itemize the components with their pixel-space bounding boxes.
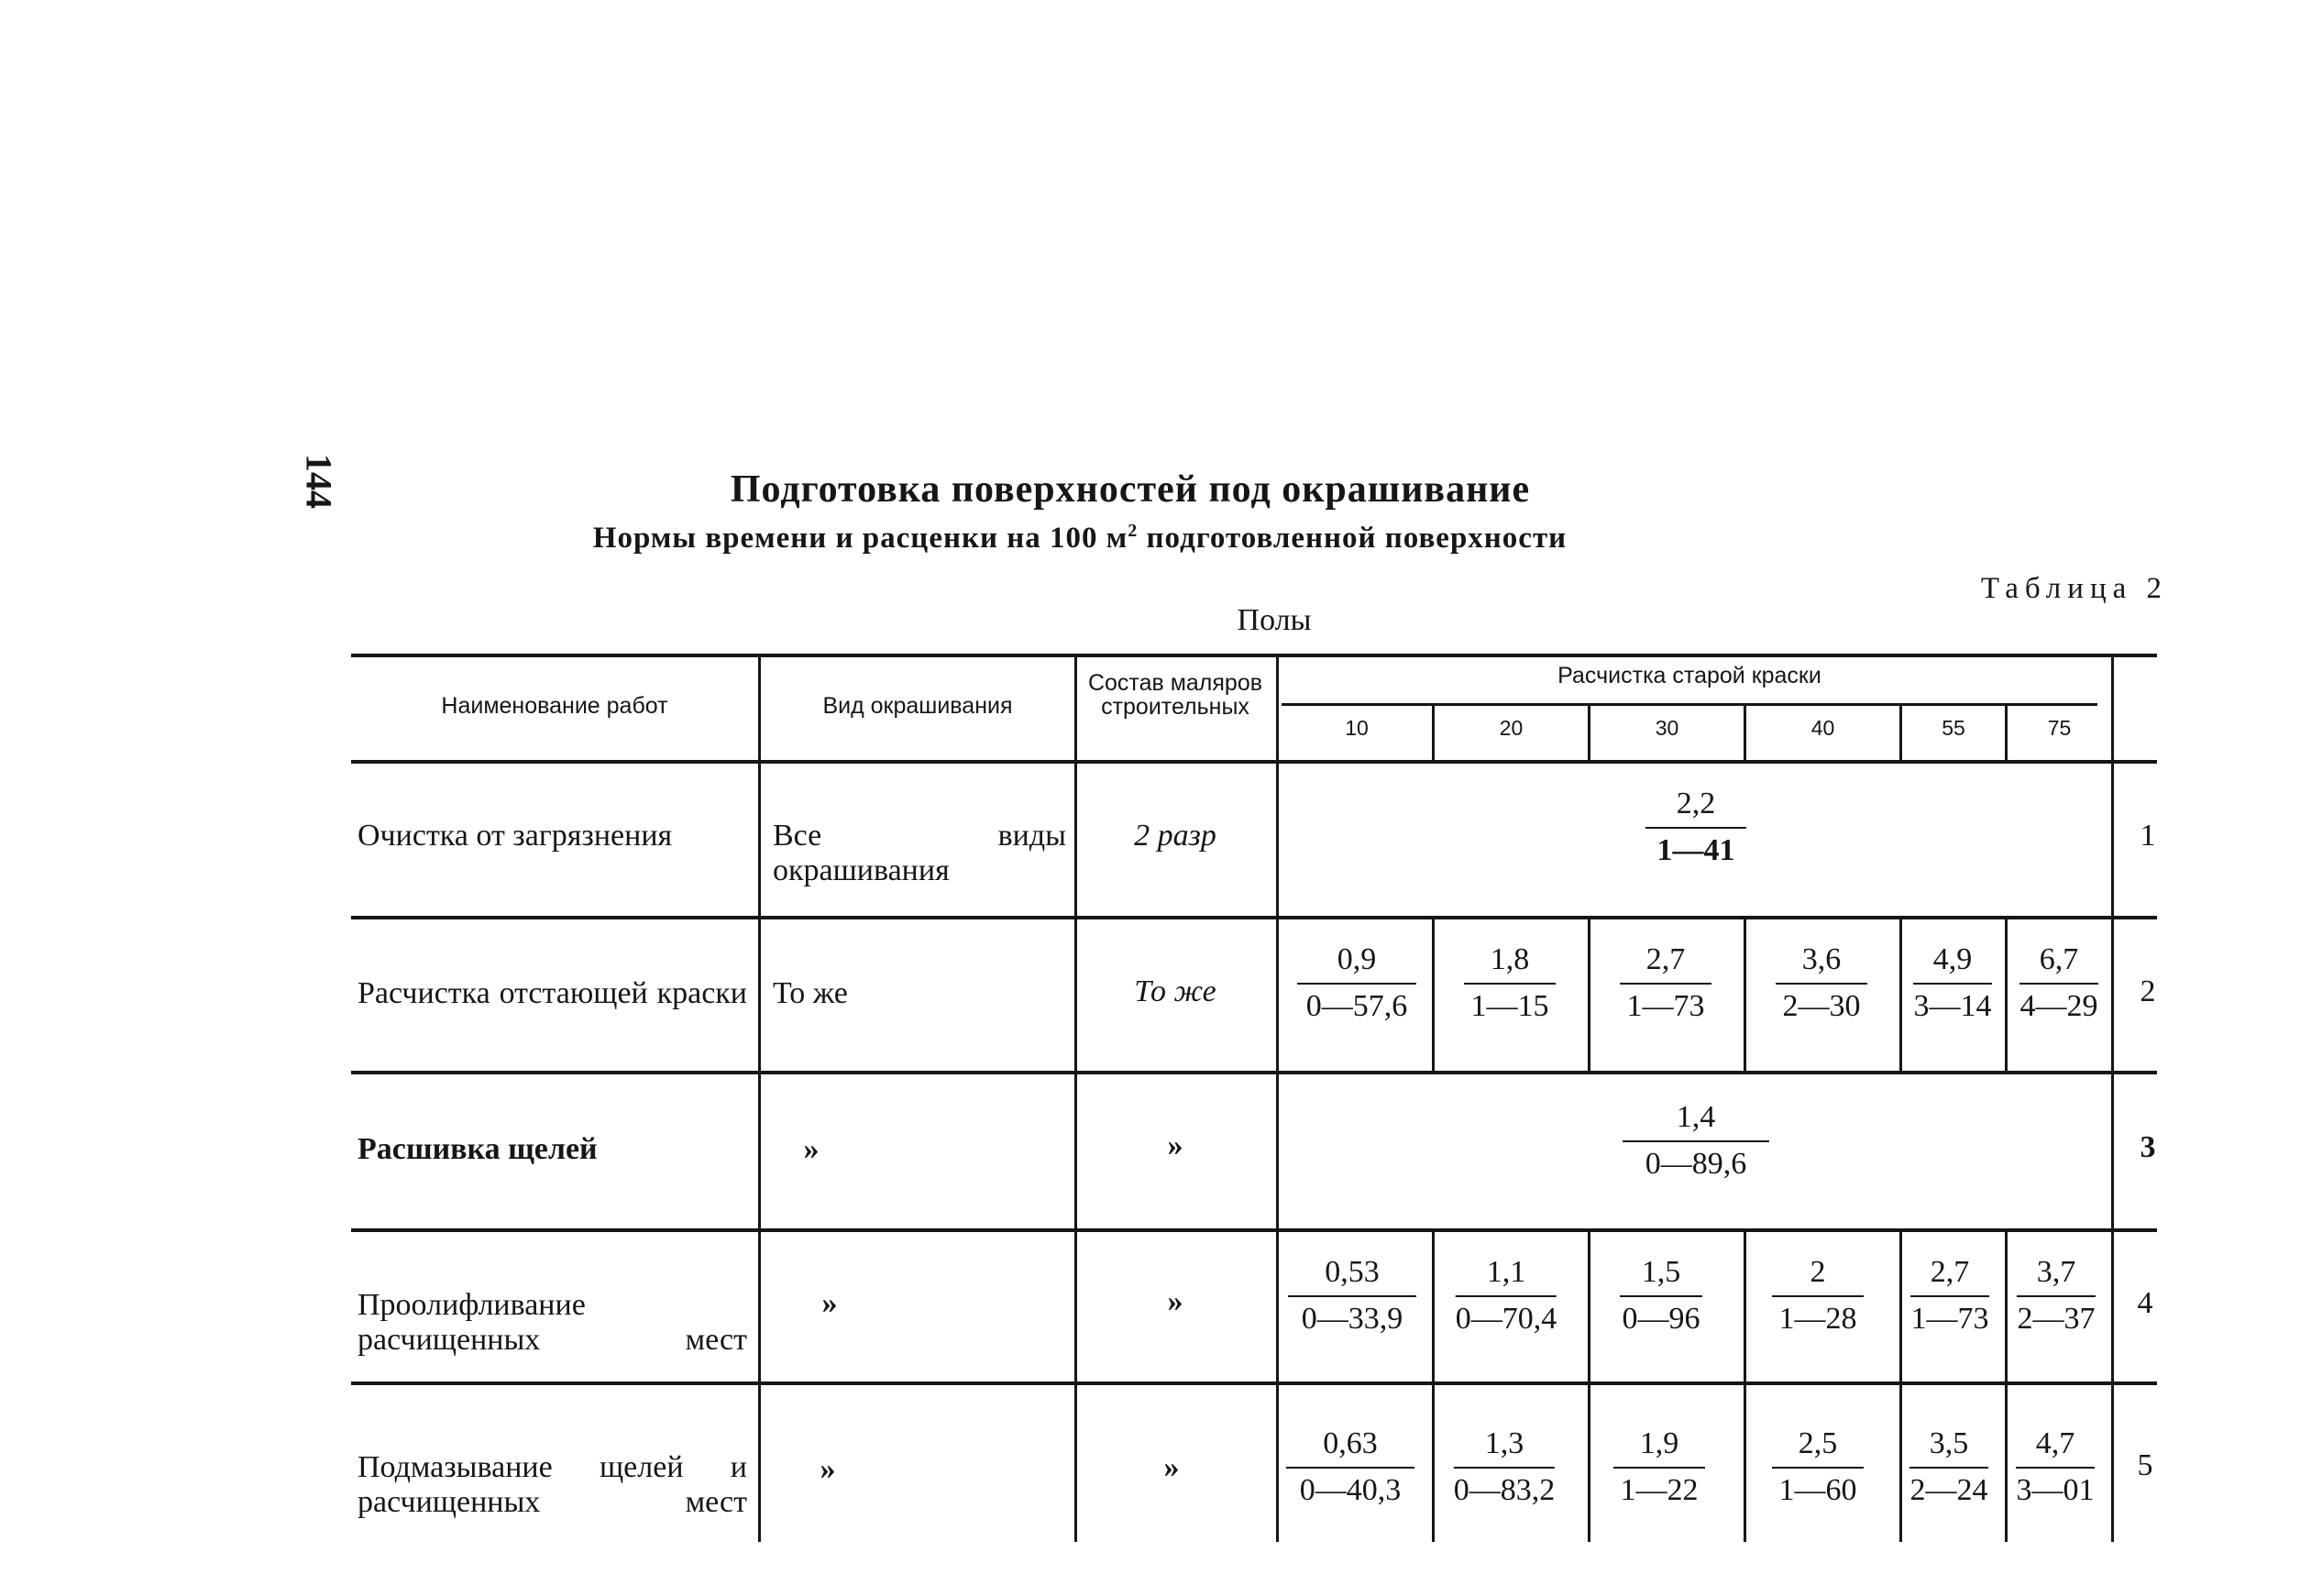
rate: 1—22 (1620, 1472, 1699, 1507)
time-norm: 2,7 (1930, 1255, 1970, 1289)
pct-separator (1432, 1232, 1435, 1542)
header-pct-20: 20 (1499, 716, 1524, 740)
norm-cell (1297, 941, 1416, 1026)
header-paint-type: Вид окрашивания (822, 693, 1013, 719)
table-label: Таблица 2 (1980, 572, 2168, 605)
header-pct-10: 10 (1345, 716, 1369, 740)
ditto-mark: » (1163, 1450, 1180, 1484)
time-norm: 2,5 (1798, 1426, 1838, 1460)
time-norm: 1,9 (1639, 1426, 1679, 1460)
time-norm: 3,5 (1929, 1426, 1969, 1460)
row-number: 2 (2140, 974, 2156, 1008)
time-norm: 1,1 (1486, 1255, 1526, 1289)
rate: 0—57,6 (1305, 988, 1408, 1023)
time-norm: 1,8 (1490, 942, 1530, 976)
norm-cell (1454, 1425, 1556, 1510)
fraction-bar (1613, 1467, 1705, 1469)
ditto-mark: » (1167, 1128, 1183, 1162)
norm-cell (2017, 1254, 2096, 1338)
norm-cell (1286, 1425, 1414, 1510)
time-norm: 1,4 (1676, 1100, 1716, 1134)
fraction-bar (1623, 1140, 1769, 1142)
time-norm: 6,7 (2039, 942, 2079, 976)
fraction-bar (2019, 983, 2098, 985)
norm-cell (1613, 1425, 1705, 1510)
rate: 0—70,4 (1455, 1301, 1557, 1336)
norm-cell (1288, 1254, 1416, 1338)
pct-separator (1432, 919, 1435, 1071)
time-norm: 1,5 (1641, 1255, 1681, 1289)
table-top-rule (351, 654, 2157, 657)
fraction-bar (1776, 983, 1867, 985)
row-number: 3 (2140, 1130, 2156, 1164)
fraction-bar (1913, 983, 1992, 985)
fraction-bar (1910, 1295, 1989, 1297)
time-norm: 4,7 (2035, 1426, 2075, 1460)
time-norm: 1,3 (1484, 1426, 1524, 1460)
row-2-bottom-rule (351, 1071, 2157, 1074)
fraction-bar (1772, 1295, 1864, 1297)
fraction-bar (1454, 1467, 1555, 1469)
pct-separator (1588, 1232, 1590, 1542)
pct-separator (1588, 919, 1590, 1071)
norm-cell (2016, 1425, 2095, 1510)
rate: 4—29 (2019, 988, 2098, 1023)
rate: 1—15 (1470, 988, 1549, 1023)
rate: 0—33,9 (1301, 1301, 1403, 1336)
ditto-mark: » (821, 1286, 838, 1320)
row-number: 5 (2137, 1448, 2153, 1482)
col-separator-1 (758, 657, 761, 1542)
rate: 0—96 (1622, 1301, 1700, 1336)
col-separator-4 (2111, 657, 2114, 1542)
rate: 1—73 (1626, 988, 1705, 1023)
pct-separator (1744, 1232, 1746, 1542)
header-pct-55: 55 (1942, 716, 1965, 740)
norm-cell (1772, 1254, 1864, 1338)
time-norm: 2 (1810, 1255, 1826, 1289)
rate: 0—83,2 (1453, 1472, 1556, 1507)
clean-subheader-rule (1282, 703, 2097, 706)
page-number: 144 (298, 454, 340, 509)
header-bottom-rule (351, 760, 2157, 764)
work-name: Подмазывание щелей и расчищенных мест (358, 1450, 747, 1520)
rate: 0—89,6 (1645, 1146, 1747, 1181)
rate: 1—73 (1910, 1301, 1989, 1336)
work-name: Расшивка щелей (358, 1132, 598, 1166)
crew-grade: То же (1134, 974, 1216, 1008)
col-separator-2 (1074, 657, 1077, 1542)
rate: 2—24 (1909, 1472, 1988, 1507)
time-norm: 0,9 (1337, 942, 1377, 976)
header-work-name: Наименование работ (441, 693, 668, 719)
work-name: Расчистка отстающей краски (358, 976, 747, 1010)
norm-merged (1623, 1099, 1769, 1183)
rate: 1—41 (1656, 832, 1735, 867)
paint-type: То же (773, 976, 848, 1010)
pct-separator (1899, 919, 1902, 1071)
subtitle-tail: подготовленной поверхности (1138, 522, 1568, 555)
fraction-bar (1288, 1295, 1416, 1297)
fraction-bar (1297, 983, 1416, 985)
norm-merged (1645, 786, 1746, 870)
norm-cell (1456, 1254, 1557, 1338)
norm-cell (1910, 1254, 1989, 1338)
rate: 2—37 (2017, 1301, 2096, 1336)
norm-cell (1620, 941, 1711, 1026)
rate: 3—14 (1913, 988, 1992, 1023)
norm-cell (1909, 1425, 1988, 1510)
time-norm: 2,7 (1645, 942, 1686, 976)
time-norm: 3,6 (1801, 942, 1842, 976)
work-name: Проолифливание расчищенных мест (358, 1288, 747, 1358)
rate: 1—28 (1778, 1301, 1857, 1336)
col-separator-3 (1276, 657, 1279, 1542)
ditto-mark: » (803, 1132, 820, 1166)
page-title: Подготовка поверхностей под окрашивание (730, 468, 1531, 511)
row-4-bottom-rule (351, 1381, 2157, 1385)
fraction-bar (1645, 827, 1746, 829)
fraction-bar (1464, 983, 1556, 985)
fraction-bar (1456, 1295, 1557, 1297)
subtitle-superscript: 2 (1128, 521, 1139, 541)
pct-separator (1744, 919, 1746, 1071)
row-3-bottom-rule (351, 1228, 2157, 1232)
norm-cell (1776, 941, 1867, 1026)
rate: 1—60 (1778, 1472, 1857, 1507)
pct-separator (1899, 1232, 1902, 1542)
rate: 0—40,3 (1299, 1472, 1402, 1507)
time-norm: 2,2 (1676, 787, 1716, 820)
fraction-bar (2016, 1467, 2095, 1469)
header-pct-30: 30 (1655, 716, 1679, 740)
header-old-paint-cleaning: Расчистка старой краски (1557, 663, 1821, 688)
fraction-bar (1772, 1467, 1864, 1469)
crew-grade: 2 разр (1134, 819, 1216, 853)
norm-cell (1620, 1254, 1702, 1338)
row-1-bottom-rule (351, 916, 2157, 919)
page-subtitle (593, 521, 1567, 556)
time-norm: 0,63 (1323, 1426, 1378, 1460)
header-pct-75: 75 (2047, 716, 2072, 740)
pct-separator (2005, 1232, 2008, 1542)
row-number: 1 (2140, 819, 2156, 853)
ditto-mark: » (820, 1452, 836, 1486)
fraction-bar (1286, 1467, 1414, 1469)
row-number: 4 (2137, 1286, 2153, 1320)
header-pct-40: 40 (1810, 716, 1835, 740)
norm-cell (1772, 1425, 1864, 1510)
ditto-mark: » (1167, 1284, 1183, 1318)
fraction-bar (2017, 1295, 2096, 1297)
work-name: Очистка от загрязнения (358, 819, 673, 853)
fraction-bar (1620, 1295, 1702, 1297)
fraction-bar (1620, 983, 1711, 985)
rate: 3—01 (2016, 1472, 2095, 1507)
time-norm: 3,7 (2036, 1255, 2076, 1289)
pct-separator (2005, 919, 2008, 1071)
rate: 2—30 (1782, 988, 1861, 1023)
header-crew: Состав маляров строительных (1087, 670, 1263, 721)
subtitle-text: Нормы времени и расценки на 100 м (592, 522, 1128, 555)
fraction-bar (1909, 1467, 1988, 1469)
norm-cell (1464, 941, 1556, 1026)
paint-type: Все виды окрашивания (773, 819, 1066, 888)
norm-cell (1913, 941, 1992, 1026)
section-label: Полы (1237, 603, 1312, 637)
time-norm: 4,9 (1932, 942, 1973, 976)
norm-cell (2019, 941, 2098, 1026)
time-norm: 0,53 (1325, 1255, 1380, 1289)
